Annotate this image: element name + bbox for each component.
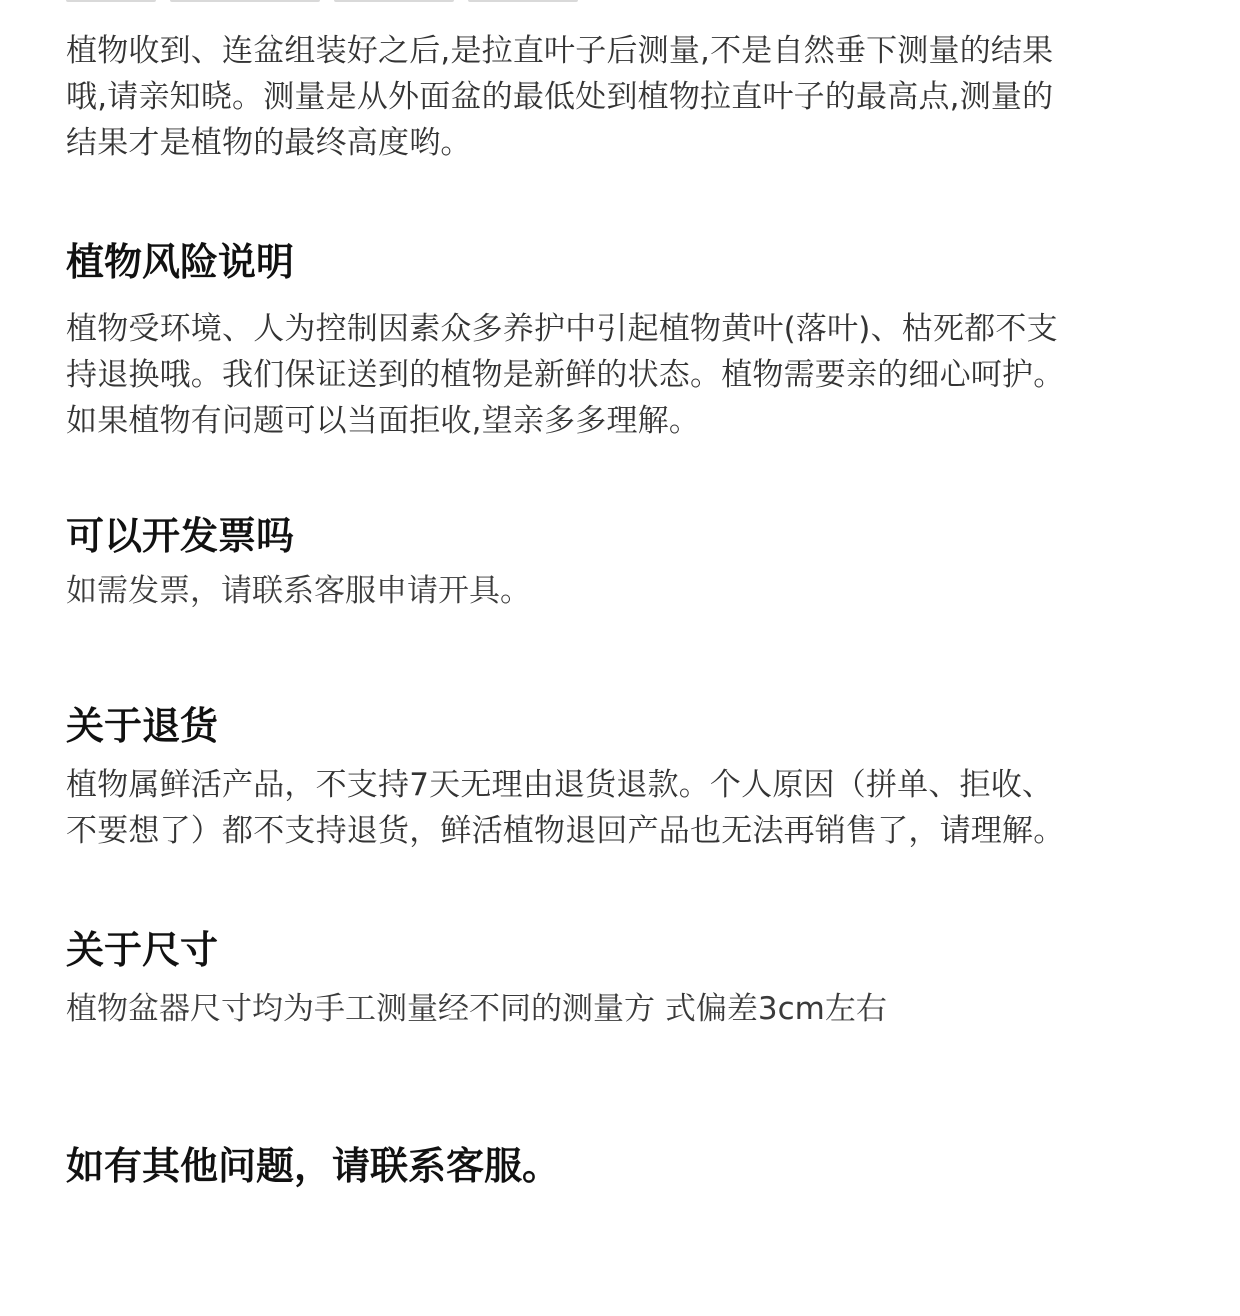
measurement-note-section	[66, 28, 1176, 166]
cropped-text-remnant	[66, 0, 606, 4]
invoice-body	[66, 568, 1176, 614]
returns-line: 不要想了）都不支持退货，鲜活植物退回产品也无法再销售了，请理解。	[66, 813, 1065, 849]
measurement-note-text	[66, 28, 1176, 166]
invoice-text: 如需发票，请联系客服申请开具。	[66, 573, 531, 609]
returns-body	[66, 762, 1176, 854]
measurement-note-line: 哦,请亲知晓。测量是从外面盆的最低处到植物拉直叶子的最高点,测量的	[66, 79, 1054, 115]
measurement-note-line: 植物收到、连盆组装好之后,是拉直叶子后测量,不是自然垂下测量的结果	[66, 33, 1054, 69]
invoice-heading: 可以开发票吗	[66, 514, 295, 558]
size-body	[66, 986, 1176, 1032]
plant-risk-section	[66, 236, 1176, 288]
contact-heading: 如有其他问题，请联系客服。	[66, 1144, 561, 1188]
invoice-section	[66, 510, 1176, 562]
returns-line: 植物属鲜活产品，不支持7天无理由退货退款。个人原因（拼单、拒收、	[66, 767, 1054, 803]
plant-risk-text	[66, 306, 1176, 444]
returns-text	[66, 762, 1176, 854]
plant-risk-heading: 植物风险说明	[66, 240, 295, 284]
size-heading: 关于尺寸	[66, 928, 219, 972]
measurement-note-line: 结果才是植物的最终高度哟。	[66, 125, 472, 161]
returns-heading: 关于退货	[66, 704, 219, 748]
plant-risk-line: 植物受环境、人为控制因素众多养护中引起植物黄叶(落叶)、枯死都不支	[66, 311, 1058, 347]
size-section	[66, 924, 1176, 976]
plant-risk-line: 持退换哦。我们保证送到的植物是新鲜的状态。植物需要亲的细心呵护。	[66, 357, 1065, 393]
returns-section	[66, 700, 1176, 752]
contact-section	[66, 1140, 1176, 1192]
plant-risk-body	[66, 306, 1176, 444]
size-text: 植物盆器尺寸均为手工测量经不同的测量方 式偏差3cm左右	[66, 991, 887, 1027]
plant-risk-line: 如果植物有问题可以当面拒收,望亲多多理解。	[66, 403, 701, 439]
